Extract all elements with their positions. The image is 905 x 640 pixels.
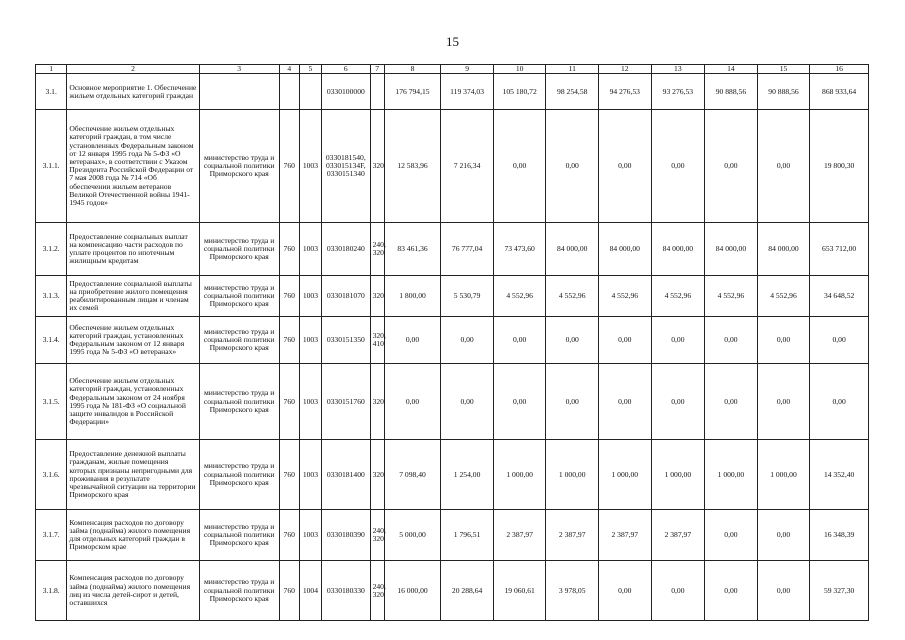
table-row: [36, 364, 869, 440]
header-cell: 15: [757, 65, 810, 74]
code-expense: 320: [370, 440, 384, 510]
code-grbs: [279, 74, 299, 110]
value-col-13: 2 387,97: [651, 510, 705, 561]
code-grbs: 760: [279, 317, 299, 364]
code-expense: [370, 74, 384, 110]
executor: министерство труда и социальной политики Приморского края: [199, 223, 279, 276]
table-row: [36, 223, 869, 276]
row-number: 3.1.7.: [36, 510, 67, 561]
value-col-10: 105 180,72: [493, 74, 546, 110]
code-target: 0330180240: [322, 223, 371, 276]
row-number: 3.1.1.: [36, 110, 67, 223]
value-col-8: 0,00: [384, 364, 441, 440]
header-cell: 10: [493, 65, 546, 74]
value-col-8: 1 800,00: [384, 276, 441, 317]
event-name: Основное мероприятие 1. Обеспечение жильем отдельных категорий граждан: [67, 74, 199, 110]
value-col-14: 0,00: [705, 561, 758, 621]
code-section: 1003: [299, 510, 321, 561]
header-cell: 3: [199, 65, 279, 74]
code-section: 1003: [299, 223, 321, 276]
value-col-10: 0,00: [493, 364, 546, 440]
value-col-8: 83 461,36: [384, 223, 441, 276]
row-number: 3.1.4.: [36, 317, 67, 364]
value-total: 0,00: [810, 364, 869, 440]
value-col-10: 73 473,60: [493, 223, 546, 276]
value-col-11: 0,00: [546, 317, 599, 364]
value-total: 16 348,39: [810, 510, 869, 561]
value-col-9: 1 796,51: [441, 510, 494, 561]
executor: министерство труда и социальной политики Приморского края: [199, 364, 279, 440]
code-grbs: 760: [279, 223, 299, 276]
value-col-11: 2 387,97: [546, 510, 599, 561]
value-col-9: 76 777,04: [441, 223, 494, 276]
value-col-13: 93 276,53: [651, 74, 705, 110]
code-expense: 320: [370, 364, 384, 440]
value-col-8: 12 583,96: [384, 110, 441, 223]
row-number: 3.1.3.: [36, 276, 67, 317]
code-expense: 320: [370, 276, 384, 317]
row-number: 3.1.8.: [36, 561, 67, 621]
value-total: 653 712,00: [810, 223, 869, 276]
value-col-10: 4 552,96: [493, 276, 546, 317]
code-section: 1003: [299, 110, 321, 223]
executor: министерство труда и социальной политики Приморского края: [199, 317, 279, 364]
event-name: Предоставление социальных выплат на компенсацию части расходов по уплате процентов по ипотечным жилищным кредитам: [67, 223, 199, 276]
value-col-9: 5 530,79: [441, 276, 494, 317]
value-col-14: 84 000,00: [705, 223, 758, 276]
value-col-11: 98 254,58: [546, 74, 599, 110]
value-total: 868 933,64: [810, 74, 869, 110]
code-target: 0330180330: [322, 561, 371, 621]
code-grbs: 760: [279, 561, 299, 621]
value-col-9: 1 254,00: [441, 440, 494, 510]
value-col-12: 1 000,00: [599, 440, 652, 510]
header-cell: 9: [441, 65, 494, 74]
code-expense: 240, 320: [370, 561, 384, 621]
value-col-14: 0,00: [705, 510, 758, 561]
header-cell: 14: [705, 65, 758, 74]
value-col-11: 0,00: [546, 110, 599, 223]
code-section: 1003: [299, 440, 321, 510]
header-cell: 11: [546, 65, 599, 74]
value-total: 34 648,52: [810, 276, 869, 317]
value-col-10: 1 000,00: [493, 440, 546, 510]
value-col-15: 84 000,00: [757, 223, 810, 276]
value-col-10: 2 387,97: [493, 510, 546, 561]
code-section: 1003: [299, 317, 321, 364]
executor: министерство труда и социальной политики Приморского края: [199, 561, 279, 621]
value-col-15: 0,00: [757, 510, 810, 561]
value-col-15: 4 552,96: [757, 276, 810, 317]
code-grbs: 760: [279, 110, 299, 223]
event-name: Предоставление денежной выплаты гражданам, жилые помещения которых признаны непригодными для проживания в результате чрезвычайной ситуации на территории Приморского края: [67, 440, 199, 510]
event-name: Обеспечение жильем отдельных категорий граждан, установленных Федеральным законом от 24 ноября 1995 года № 181-ФЗ «О социальной защите инвалидов в Российской Федерации»: [67, 364, 199, 440]
value-col-15: 0,00: [757, 110, 810, 223]
executor: министерство труда и социальной политики Приморского края: [199, 110, 279, 223]
value-col-11: 3 978,05: [546, 561, 599, 621]
code-target: 0330181540, 033015134F, 0330151340: [322, 110, 371, 223]
value-total: 0,00: [810, 317, 869, 364]
executor: министерство труда и социальной политики Приморского края: [199, 440, 279, 510]
value-col-9: 119 374,03: [441, 74, 494, 110]
table-row: [36, 510, 869, 561]
value-col-8: 16 000,00: [384, 561, 441, 621]
header-cell: 8: [384, 65, 441, 74]
table-row: [36, 440, 869, 510]
value-total: 19 800,30: [810, 110, 869, 223]
row-number: 3.1.2.: [36, 223, 67, 276]
code-target: 0330181070: [322, 276, 371, 317]
code-expense: 320, 410: [370, 317, 384, 364]
code-expense: 240, 320: [370, 223, 384, 276]
value-col-12: 4 552,96: [599, 276, 652, 317]
value-col-8: 176 794,15: [384, 74, 441, 110]
value-col-14: 0,00: [705, 317, 758, 364]
event-name: Предоставление социальной выплаты на приобретение жилого помещения реабилитированным лицам и членам их семей: [67, 276, 199, 317]
value-col-12: 0,00: [599, 561, 652, 621]
header-cell: 1: [36, 65, 67, 74]
value-col-8: 5 000,00: [384, 510, 441, 561]
value-col-13: 1 000,00: [651, 440, 705, 510]
value-col-9: 0,00: [441, 317, 494, 364]
value-total: 59 327,30: [810, 561, 869, 621]
value-col-14: 4 552,96: [705, 276, 758, 317]
code-grbs: 760: [279, 440, 299, 510]
value-col-11: 0,00: [546, 364, 599, 440]
code-section: 1003: [299, 364, 321, 440]
value-col-12: 0,00: [599, 110, 652, 223]
event-name: Компенсация расходов по договору займа (поднайма) жилого помещения для отдельных категорий граждан в Приморском крае: [67, 510, 199, 561]
code-grbs: 760: [279, 364, 299, 440]
header-cell: 13: [651, 65, 705, 74]
row-number: 3.1.: [36, 74, 67, 110]
header-cell: 5: [299, 65, 321, 74]
code-section: 1003: [299, 276, 321, 317]
value-col-11: 4 552,96: [546, 276, 599, 317]
value-col-12: 2 387,97: [599, 510, 652, 561]
code-expense: 240, 320: [370, 510, 384, 561]
value-col-13: 0,00: [651, 561, 705, 621]
value-col-13: 0,00: [651, 364, 705, 440]
code-target: 0330181400: [322, 440, 371, 510]
table-row: [36, 317, 869, 364]
row-number: 3.1.5.: [36, 364, 67, 440]
header-cell: 12: [599, 65, 652, 74]
value-col-8: 0,00: [384, 317, 441, 364]
value-col-9: 0,00: [441, 364, 494, 440]
value-col-11: 84 000,00: [546, 223, 599, 276]
code-grbs: 760: [279, 510, 299, 561]
code-target: 0330100000: [322, 74, 371, 110]
code-target: 0330180390: [322, 510, 371, 561]
executor: министерство труда и социальной политики Приморского края: [199, 276, 279, 317]
executor: министерство труда и социальной политики Приморского края: [199, 510, 279, 561]
value-col-11: 1 000,00: [546, 440, 599, 510]
value-col-9: 7 216,34: [441, 110, 494, 223]
event-name: Обеспечение жильем отдельных категорий граждан, в том числе установленных Федеральным законом от 12 января 1995 года № 5-ФЗ «О ветеранах», в соответствии с Указом Президента Российской Федерации от 7 мая 2008 года № 714 «Об обеспечении жильем ветеранов Великой Отечественной войны 1941-1945 годов»: [67, 110, 199, 223]
value-col-13: 0,00: [651, 110, 705, 223]
header-cell: 7: [370, 65, 384, 74]
value-col-12: 94 276,53: [599, 74, 652, 110]
value-col-15: 0,00: [757, 317, 810, 364]
value-col-10: 0,00: [493, 110, 546, 223]
page-number: 15: [446, 34, 459, 49]
value-col-13: 0,00: [651, 317, 705, 364]
code-target: 0330151760: [322, 364, 371, 440]
value-col-15: 90 888,56: [757, 74, 810, 110]
header-row: [36, 65, 869, 74]
event-name: Компенсация расходов по договору займа (поднайма) жилого помещения лиц из числа детей-сирот и детей, оставшихся: [67, 561, 199, 621]
value-col-12: 0,00: [599, 317, 652, 364]
table-row: [36, 74, 869, 110]
code-target: 0330151350: [322, 317, 371, 364]
budget-table: [35, 64, 869, 621]
header-cell: 16: [810, 65, 869, 74]
value-col-10: 0,00: [493, 317, 546, 364]
header-cell: 6: [322, 65, 371, 74]
table-row: [36, 276, 869, 317]
header-cell: 2: [67, 65, 199, 74]
value-col-14: 1 000,00: [705, 440, 758, 510]
code-section: [299, 74, 321, 110]
value-col-10: 19 060,61: [493, 561, 546, 621]
value-col-13: 4 552,96: [651, 276, 705, 317]
value-total: 14 352,40: [810, 440, 869, 510]
code-section: 1004: [299, 561, 321, 621]
table-row: [36, 110, 869, 223]
value-col-8: 7 098,40: [384, 440, 441, 510]
code-expense: 320: [370, 110, 384, 223]
table-row: [36, 561, 869, 621]
value-col-14: 0,00: [705, 110, 758, 223]
executor: [199, 74, 279, 110]
value-col-14: 0,00: [705, 364, 758, 440]
header-cell: 4: [279, 65, 299, 74]
value-col-15: 1 000,00: [757, 440, 810, 510]
value-col-15: 0,00: [757, 364, 810, 440]
value-col-14: 90 888,56: [705, 74, 758, 110]
row-number: 3.1.6.: [36, 440, 67, 510]
event-name: Обеспечение жильем отдельных категорий граждан, установленных Федеральным законом от 12 января 1995 года № 5-ФЗ «О ветеранах»: [67, 317, 199, 364]
value-col-15: 0,00: [757, 561, 810, 621]
value-col-12: 0,00: [599, 364, 652, 440]
code-grbs: 760: [279, 276, 299, 317]
value-col-9: 20 288,64: [441, 561, 494, 621]
value-col-12: 84 000,00: [599, 223, 652, 276]
value-col-13: 84 000,00: [651, 223, 705, 276]
